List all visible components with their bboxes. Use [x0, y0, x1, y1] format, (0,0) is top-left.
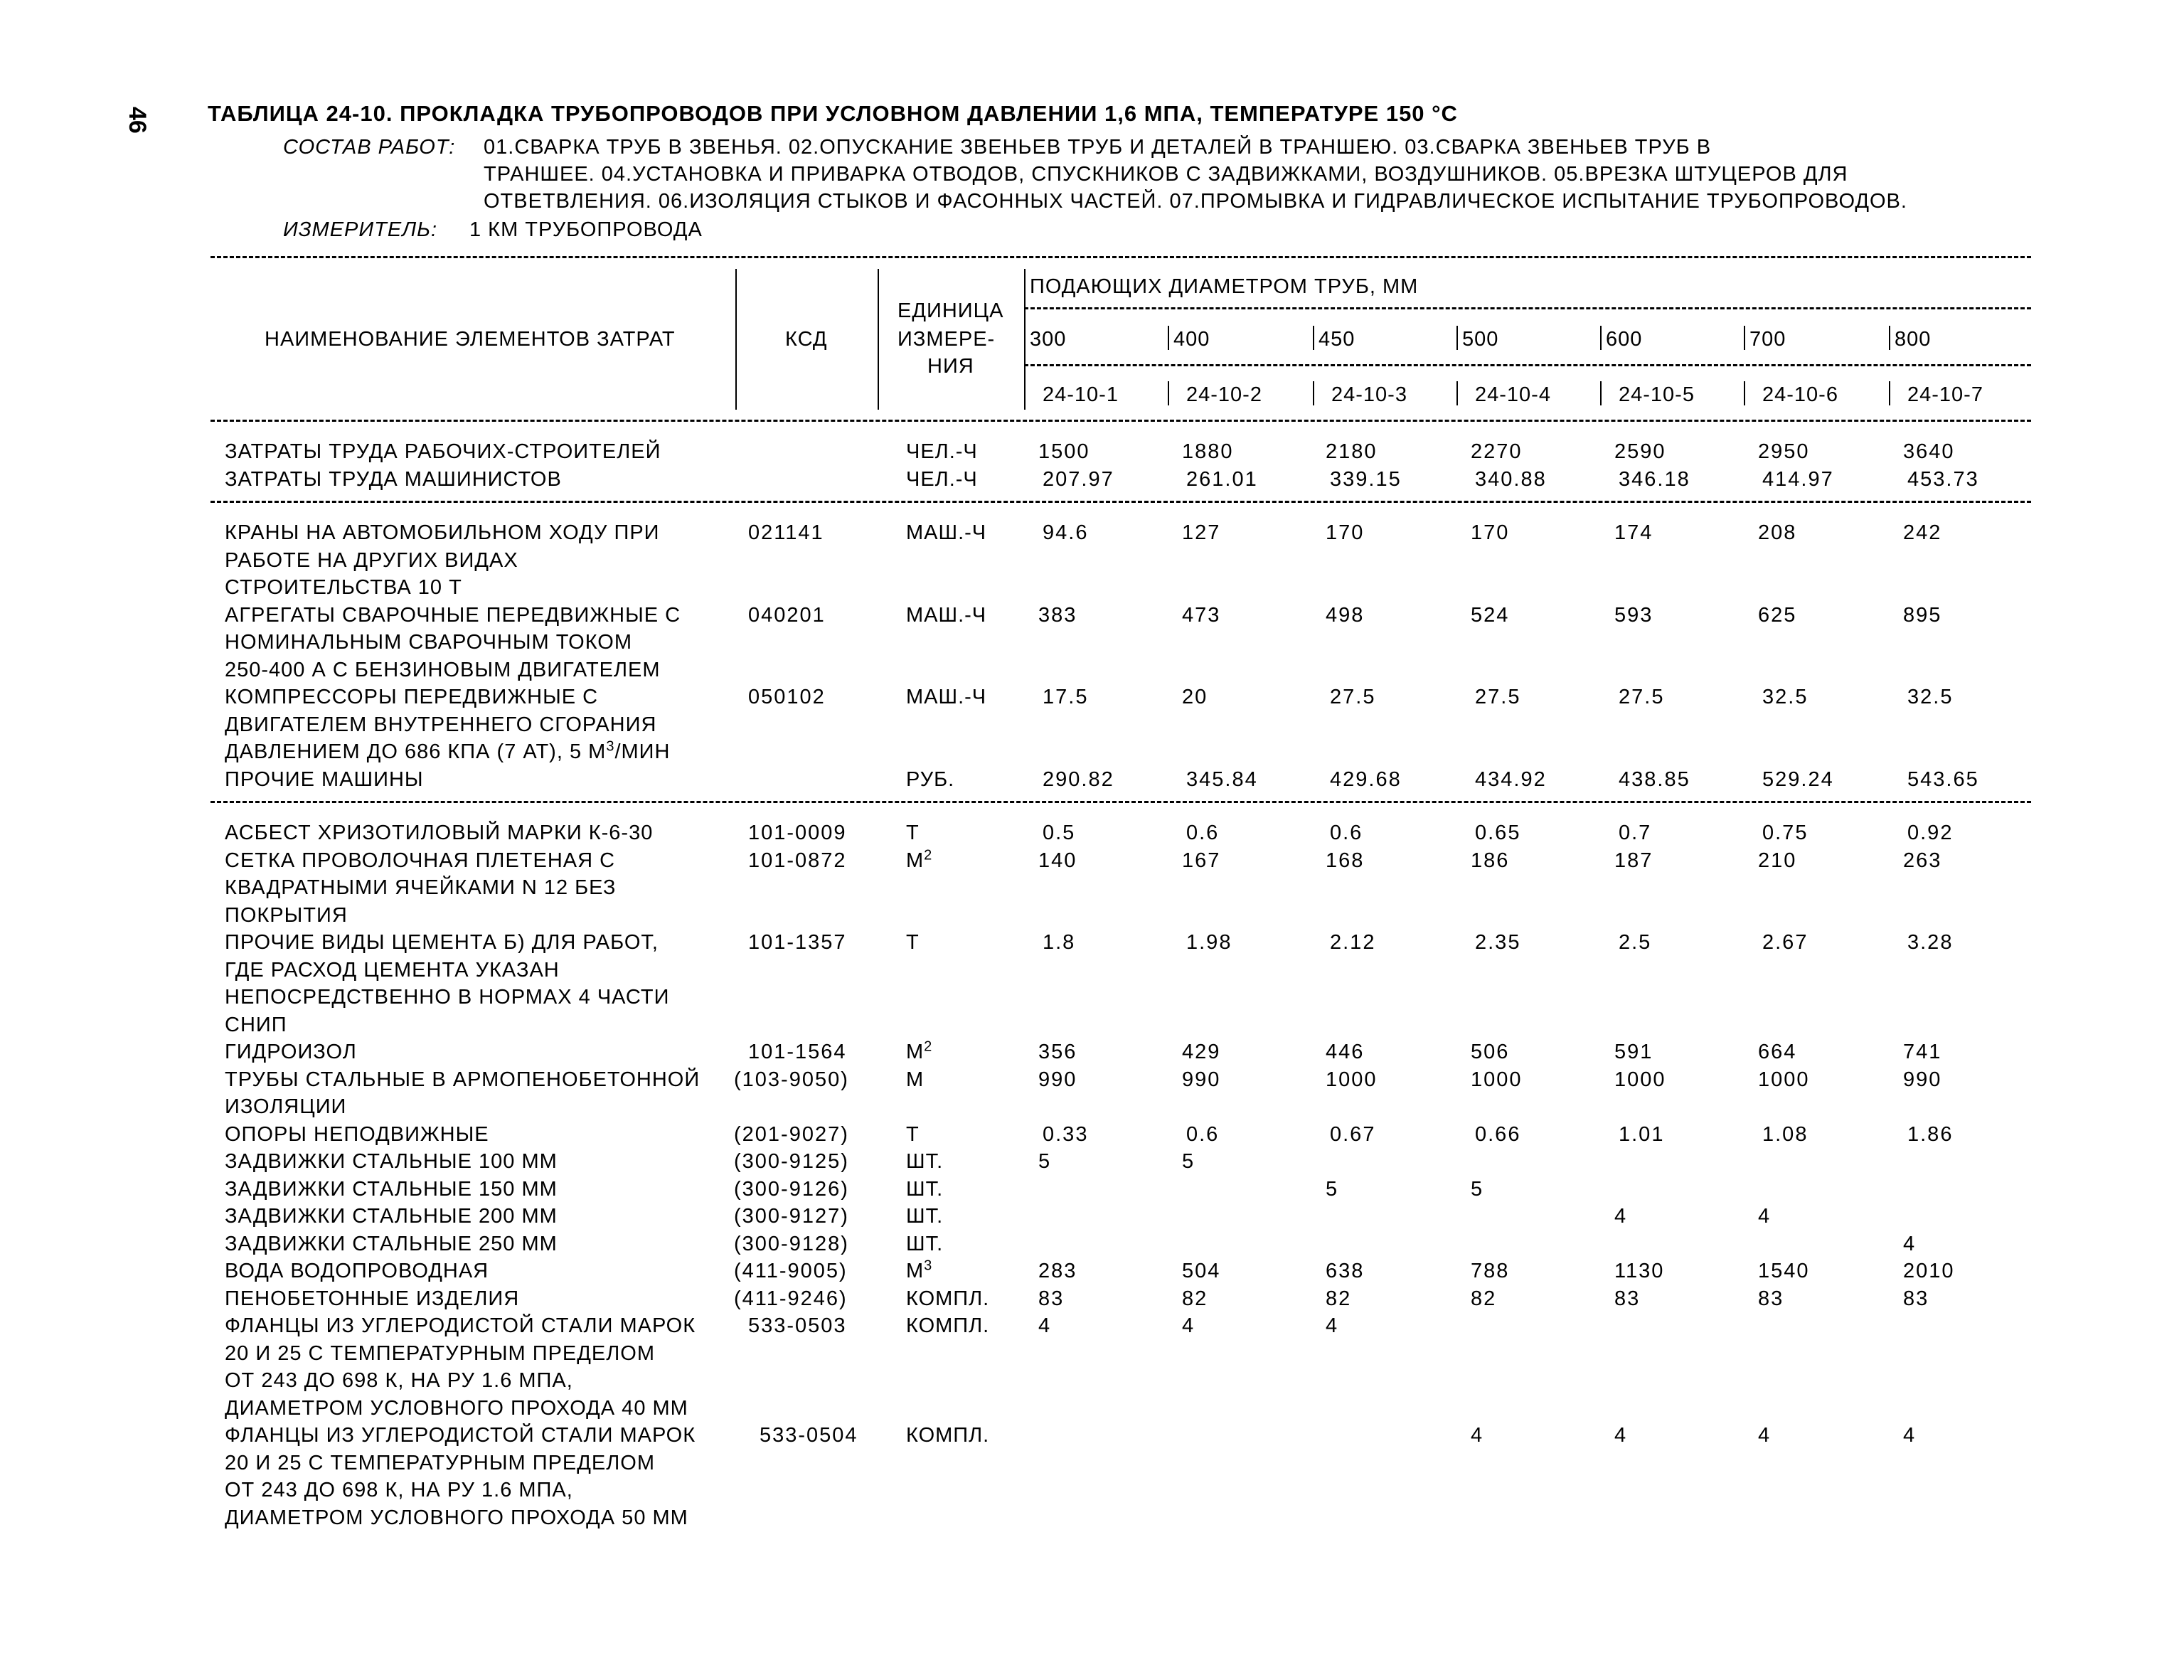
materials-value: 167: [1182, 849, 1221, 872]
machines-name-line: НОМИНАЛЬНЫМ СВАРОЧНЫМ ТОКОМ: [225, 631, 633, 654]
materials-name-line: ТРУБЫ СТАЛЬНЫЕ В АРМОПЕНОБЕТОННОЙ: [225, 1068, 701, 1091]
materials-name-line: ДИАМЕТРОМ УСЛОВНОГО ПРОХОДА 40 ММ: [225, 1396, 688, 1420]
materials-code: 101-1564: [748, 1041, 847, 1063]
materials-value: 788: [1471, 1260, 1510, 1282]
column-code: 24-10-5: [1619, 383, 1695, 406]
machines-value: 438.85: [1619, 767, 1690, 791]
materials-value: 83: [1614, 1287, 1641, 1310]
diameter-300: 300: [1030, 328, 1067, 351]
work-line-1: 01.СВАРКА ТРУБ В ЗВЕНЬЯ. 02.ОПУСКАНИЕ ЗВЕНЬЕВ ТРУБ И ДЕТАЛЕЙ В ТРАНШЕЮ. 03.СВАРКА ЗВЕНЬЕВ ТРУБ В: [484, 136, 1712, 159]
materials-name-line: КВАДРАТНЫМИ ЯЧЕЙКАМИ N 12 БЕЗ: [225, 876, 617, 899]
materials-value: 0.6: [1186, 1122, 1220, 1146]
column-code: 24-10-4: [1475, 383, 1551, 406]
materials-name-line: ПЕНОБЕТОННЫЕ ИЗДЕЛИЯ: [225, 1287, 520, 1310]
materials-value: 263: [1903, 849, 1942, 872]
materials-name-line: ГДЕ РАСХОД ЦЕМЕНТА УКАЗАН: [225, 958, 560, 982]
materials-name-line: СНИП: [225, 1013, 287, 1036]
machines-value: 290.82: [1043, 767, 1114, 791]
code-divider: [1600, 381, 1602, 405]
materials-name-line: СЕТКА ПРОВОЛОЧНАЯ ПЛЕТЕНАЯ С: [225, 849, 616, 872]
machines-unit: МАШ.-Ч: [906, 603, 987, 627]
materials-value: 83: [1038, 1287, 1065, 1310]
materials-unit: Т: [906, 1122, 920, 1146]
materials-unit: КОМПЛ.: [906, 1424, 990, 1447]
materials-name-line: ОТ 243 ДО 698 К, НА РУ 1.6 МПА,: [225, 1479, 573, 1501]
column-code: 24-10-1: [1043, 383, 1119, 406]
materials-value: 4: [1903, 1232, 1917, 1255]
materials-value: 5: [1182, 1150, 1195, 1173]
materials-code: 533-0503: [748, 1314, 847, 1337]
machines-unit: РУБ.: [906, 767, 955, 791]
materials-value: 1.86: [1907, 1122, 1954, 1146]
diameter-divider: [1456, 326, 1458, 350]
materials-code: (300-9125): [734, 1150, 849, 1173]
materials-value: 506: [1471, 1041, 1510, 1063]
materials-unit: Т: [906, 931, 920, 954]
labor-value: 2950: [1758, 440, 1810, 463]
materials-value: 283: [1038, 1260, 1077, 1282]
labor-value: 1500: [1038, 440, 1090, 463]
machines-name-line: КОМПРЕССОРЫ ПЕРЕДВИЖНЫЕ С: [225, 686, 599, 708]
materials-name-line: ПОКРЫТИЯ: [225, 903, 348, 927]
machines-value: 17.5: [1043, 686, 1089, 708]
materials-value: 0.5: [1043, 822, 1076, 844]
work-label: СОСТАВ РАБОТ:: [283, 136, 456, 159]
machines-value: 895: [1903, 603, 1942, 627]
labor-value: 2180: [1326, 440, 1378, 463]
column-code: 24-10-7: [1907, 383, 1983, 406]
machines-unit: МАШ.-Ч: [906, 686, 987, 708]
materials-unit: ШТ.: [906, 1177, 944, 1201]
diameter-800: 800: [1895, 328, 1932, 351]
labor-value: 2590: [1614, 440, 1666, 463]
materials-name-line: ОТ 243 ДО 698 К, НА РУ 1.6 МПА,: [225, 1369, 573, 1392]
column-code: 24-10-2: [1186, 383, 1262, 406]
labor-value: 340.88: [1475, 467, 1547, 491]
measure-label: ИЗМЕРИТЕЛЬ:: [283, 218, 438, 241]
header-unit-line-2: ИЗМЕРЕ-: [897, 328, 996, 351]
materials-value: 1.01: [1619, 1122, 1665, 1146]
materials-value: 356: [1038, 1041, 1077, 1063]
materials-value: 168: [1326, 849, 1365, 872]
machines-name-line: РАБОТЕ НА ДРУГИХ ВИДАХ: [225, 548, 518, 572]
materials-code: (300-9128): [734, 1232, 849, 1255]
materials-value: 0.7: [1619, 822, 1652, 844]
labor-value: 207.97: [1043, 467, 1114, 491]
materials-value: 83: [1758, 1287, 1784, 1310]
machines-value: 529.24: [1762, 767, 1834, 791]
materials-value: 591: [1614, 1041, 1653, 1063]
measure-value: 1 КМ ТРУБОПРОВОДА: [469, 218, 703, 241]
machines-value: 625: [1758, 603, 1797, 627]
materials-value: 0.92: [1907, 822, 1954, 844]
materials-unit: Т: [906, 822, 920, 844]
machines-name-line: СТРОИТЕЛЬСТВА 10 Т: [225, 576, 462, 599]
materials-value: 2.12: [1330, 931, 1376, 954]
materials-value: 990: [1903, 1068, 1942, 1091]
machines-code: 021141: [748, 521, 824, 544]
materials-name-line: ОПОРЫ НЕПОДВИЖНЫЕ: [225, 1122, 489, 1146]
materials-unit: $М^2$: [906, 1038, 933, 1063]
header-bottom-rule: [211, 420, 2031, 422]
materials-value: 1540: [1758, 1260, 1810, 1282]
machines-value: 170: [1471, 521, 1510, 544]
materials-value: 1.8: [1043, 931, 1076, 954]
diameter-700: 700: [1749, 328, 1786, 351]
machines-unit: МАШ.-Ч: [906, 521, 987, 544]
materials-value: 5: [1326, 1177, 1339, 1201]
materials-name-line: ФЛАНЦЫ ИЗ УГЛЕРОДИСТОЙ СТАЛИ МАРОК: [225, 1314, 696, 1337]
materials-value: 4: [1614, 1424, 1628, 1447]
code-divider: [1168, 381, 1169, 405]
materials-name-line: ВОДА ВОДОПРОВОДНАЯ: [225, 1260, 489, 1282]
machines-value: 593: [1614, 603, 1653, 627]
diameter-divider: [1744, 326, 1745, 350]
materials-code: 101-0872: [748, 849, 847, 872]
diameter-divider: [1168, 326, 1169, 350]
materials-value: 187: [1614, 849, 1653, 872]
header-mid-rule-2: [1024, 364, 2031, 366]
materials-name-line: ПРОЧИЕ ВИДЫ ЦЕМЕНТА Б) ДЛЯ РАБОТ,: [225, 931, 659, 954]
materials-value: 0.75: [1762, 822, 1809, 844]
materials-value: 3.28: [1907, 931, 1954, 954]
materials-value: 5: [1471, 1177, 1484, 1201]
machines-value: 524: [1471, 603, 1510, 627]
header-mid-rule-1: [1024, 307, 2031, 309]
materials-name-line: ЗАДВИЖКИ СТАЛЬНЫЕ 250 ММ: [225, 1232, 558, 1255]
diameter-400: 400: [1173, 328, 1210, 351]
header-name: НАИМЕНОВАНИЕ ЭЛЕМЕНТОВ ЗАТРАТ: [265, 328, 676, 351]
code-divider: [1889, 381, 1890, 405]
materials-value: 741: [1903, 1041, 1942, 1063]
machines-value: 434.92: [1475, 767, 1547, 791]
materials-value: 210: [1758, 849, 1797, 872]
materials-name-line: ЗАДВИЖКИ СТАЛЬНЫЕ 150 ММ: [225, 1177, 558, 1201]
diameter-450: 450: [1319, 328, 1355, 351]
materials-value: 4: [1326, 1314, 1339, 1337]
machines-code: 050102: [748, 686, 826, 708]
materials-name-line: ДИАМЕТРОМ УСЛОВНОГО ПРОХОДА 50 ММ: [225, 1506, 688, 1529]
materials-value: 1.98: [1186, 931, 1232, 954]
work-line-3: ОТВЕТВЛЕНИЯ. 06.ИЗОЛЯЦИЯ СТЫКОВ И ФАСОННЫХ ЧАСТЕЙ. 07.ПРОМЫВКА И ГИДРАВЛИЧЕСКОЕ ИСПЫТАНИЕ ТРУБОПРОВОДОВ.: [484, 190, 1907, 213]
materials-value: 4: [1182, 1314, 1195, 1337]
materials-value: 2010: [1903, 1260, 1955, 1282]
header-top-rule: [211, 256, 2031, 258]
materials-value: 638: [1326, 1260, 1365, 1282]
materials-unit: $М^3$: [906, 1258, 933, 1282]
materials-value: 186: [1471, 849, 1510, 872]
materials-value: 446: [1326, 1041, 1365, 1063]
table-title: ТАБЛИЦА 24-10. ПРОКЛАДКА ТРУБОПРОВОДОВ ПРИ УСЛОВНОМ ДАВЛЕНИИ 1,6 МПА, ТЕМПЕРАТУРЕ 150 °C: [208, 101, 1458, 126]
materials-value: 140: [1038, 849, 1077, 872]
materials-code: (411-9005): [734, 1260, 848, 1282]
materials-value: 0.66: [1475, 1122, 1521, 1146]
materials-value: 0.67: [1330, 1122, 1376, 1146]
header-code: КСД: [785, 328, 828, 351]
labor-value: 261.01: [1186, 467, 1258, 491]
materials-value: 990: [1038, 1068, 1077, 1091]
materials-name-line: ЗАДВИЖКИ СТАЛЬНЫЕ 100 ММ: [225, 1150, 558, 1173]
machines-name-line: КРАНЫ НА АВТОМОБИЛЬНОМ ХОДУ ПРИ: [225, 521, 660, 544]
diameter-600: 600: [1606, 328, 1643, 351]
materials-value: 2.67: [1762, 931, 1809, 954]
materials-code: 101-0009: [748, 822, 847, 844]
machines-name-line: ДАВЛЕНИЕМ ДО 686 КПА (7 АТ), 5 $М^3$/МИН: [225, 738, 671, 763]
header-unit-line-1: ЕДИНИЦА: [897, 299, 1004, 322]
materials-code: (300-9127): [734, 1205, 849, 1228]
materials-name-line: 20 И 25 С ТЕМПЕРАТУРНЫМ ПРЕДЕЛОМ: [225, 1451, 655, 1474]
machines-value: 170: [1326, 521, 1365, 544]
materials-name-line: ИЗОЛЯЦИИ: [225, 1095, 347, 1118]
materials-name-line: НЕПОСРЕДСТВЕННО В НОРМАХ 4 ЧАСТИ: [225, 986, 670, 1009]
machines-code: 040201: [748, 603, 826, 627]
code-divider: [1313, 381, 1314, 405]
materials-value: 0.33: [1043, 1122, 1089, 1146]
diameter-500: 500: [1462, 328, 1499, 351]
labor-value: 1880: [1182, 440, 1234, 463]
machines-value: 429.68: [1330, 767, 1402, 791]
machines-value: 473: [1182, 603, 1221, 627]
materials-value: 664: [1758, 1041, 1797, 1063]
materials-code: (411-9246): [734, 1287, 848, 1310]
code-divider: [1024, 381, 1026, 405]
diameter-divider: [1024, 326, 1026, 350]
materials-value: 82: [1471, 1287, 1497, 1310]
materials-value: 5: [1038, 1150, 1052, 1173]
machines-value: 32.5: [1907, 686, 1954, 708]
labor-unit: ЧЕЛ.-Ч: [906, 467, 978, 491]
section-rule-machines: [211, 501, 2031, 503]
machines-name-line: ПРОЧИЕ МАШИНЫ: [225, 767, 424, 791]
machines-value: 174: [1614, 521, 1653, 544]
materials-unit: М: [906, 1068, 925, 1091]
materials-value: 4: [1038, 1314, 1052, 1337]
diameter-divider: [1313, 326, 1314, 350]
machines-value: 27.5: [1330, 686, 1376, 708]
machines-value: 383: [1038, 603, 1077, 627]
diameter-divider: [1600, 326, 1602, 350]
work-line-2: ТРАНШЕЕ. 04.УСТАНОВКА И ПРИВАРКА ОТВОДОВ, СПУСКНИКОВ С ЗАДВИЖКАМИ, ВОЗДУШНИКОВ. 05.ВРЕЗКА ШТУЦЕРОВ ДЛЯ: [484, 163, 1848, 186]
materials-unit: ШТ.: [906, 1150, 944, 1173]
materials-name-line: АСБЕСТ ХРИЗОТИЛОВЫЙ МАРКИ К-6-30: [225, 822, 654, 844]
machines-value: 27.5: [1475, 686, 1521, 708]
materials-name-line: ЗАДВИЖКИ СТАЛЬНЫЕ 200 ММ: [225, 1205, 558, 1228]
materials-value: 1000: [1471, 1068, 1523, 1091]
machines-value: 94.6: [1043, 521, 1089, 544]
materials-value: 0.65: [1475, 822, 1521, 844]
materials-value: 0.6: [1186, 822, 1220, 844]
machines-value: 27.5: [1619, 686, 1665, 708]
machines-value: 345.84: [1186, 767, 1258, 791]
header-divider-code: [878, 269, 879, 410]
materials-code: (201-9027): [734, 1122, 849, 1146]
materials-value: 4: [1903, 1424, 1917, 1447]
materials-value: 1000: [1758, 1068, 1810, 1091]
materials-unit: КОМПЛ.: [906, 1287, 990, 1310]
materials-value: 83: [1903, 1287, 1929, 1310]
materials-value: 82: [1182, 1287, 1208, 1310]
materials-value: 1.08: [1762, 1122, 1809, 1146]
column-code: 24-10-3: [1331, 383, 1407, 406]
labor-value: 339.15: [1330, 467, 1402, 491]
materials-code: (103-9050): [734, 1068, 849, 1091]
diameter-divider: [1889, 326, 1890, 350]
materials-code: 101-1357: [748, 931, 847, 954]
machines-value: 543.65: [1907, 767, 1979, 791]
column-code: 24-10-6: [1762, 383, 1838, 406]
materials-value: 2.35: [1475, 931, 1521, 954]
materials-code: (300-9126): [734, 1177, 849, 1201]
materials-name-line: ФЛАНЦЫ ИЗ УГЛЕРОДИСТОЙ СТАЛИ МАРОК: [225, 1424, 696, 1447]
machines-name-line: 250-400 А С БЕНЗИНОВЫМ ДВИГАТЕЛЕМ: [225, 658, 661, 681]
materials-unit: ШТ.: [906, 1232, 944, 1255]
materials-unit: КОМПЛ.: [906, 1314, 990, 1337]
labor-unit: ЧЕЛ.-Ч: [906, 440, 978, 463]
materials-value: 4: [1471, 1424, 1484, 1447]
materials-value: 504: [1182, 1260, 1221, 1282]
labor-name-line: ЗАТРАТЫ ТРУДА МАШИНИСТОВ: [225, 467, 562, 491]
materials-value: 1000: [1326, 1068, 1378, 1091]
materials-value: 429: [1182, 1041, 1221, 1063]
labor-value: 3640: [1903, 440, 1955, 463]
machines-name-line: АГРЕГАТЫ СВАРОЧНЫЕ ПЕРЕДВИЖНЫЕ С: [225, 603, 681, 627]
header-unit-line-3: НИЯ: [927, 355, 974, 378]
machines-value: 32.5: [1762, 686, 1809, 708]
materials-value: 1000: [1614, 1068, 1666, 1091]
page-number: 46: [124, 107, 151, 134]
header-divider-name: [735, 269, 737, 410]
code-divider: [1456, 381, 1458, 405]
machines-value: 127: [1182, 521, 1221, 544]
materials-value: 4: [1614, 1205, 1628, 1228]
machines-name-line: ДВИГАТЕЛЕМ ВНУТРЕННЕГО СГОРАНИЯ: [225, 713, 657, 736]
labor-value: 2270: [1471, 440, 1523, 463]
materials-value: 4: [1758, 1424, 1772, 1447]
materials-value: 0.6: [1330, 822, 1363, 844]
labor-value: 414.97: [1762, 467, 1834, 491]
machines-value: 242: [1903, 521, 1942, 544]
header-diameter: ПОДАЮЩИХ ДИАМЕТРОМ ТРУБ, ММ: [1030, 275, 1419, 298]
section-rule-materials: [211, 801, 2031, 803]
materials-name-line: 20 И 25 С ТЕМПЕРАТУРНЫМ ПРЕДЕЛОМ: [225, 1341, 655, 1365]
labor-value: 346.18: [1619, 467, 1690, 491]
materials-value: 990: [1182, 1068, 1221, 1091]
materials-code: 533-0504: [760, 1424, 858, 1447]
materials-value: 4: [1758, 1205, 1772, 1228]
materials-name-line: ГИДРОИЗОЛ: [225, 1041, 357, 1063]
labor-name-line: ЗАТРАТЫ ТРУДА РАБОЧИХ-СТРОИТЕЛЕЙ: [225, 440, 661, 463]
materials-unit: ШТ.: [906, 1205, 944, 1228]
materials-unit: $М^2$: [906, 846, 933, 872]
materials-value: 1130: [1614, 1260, 1665, 1282]
machines-value: 208: [1758, 521, 1797, 544]
materials-value: 2.5: [1619, 931, 1652, 954]
code-divider: [1744, 381, 1745, 405]
machines-value: 498: [1326, 603, 1365, 627]
machines-value: 20: [1182, 686, 1208, 708]
labor-value: 453.73: [1907, 467, 1979, 491]
materials-value: 82: [1326, 1287, 1352, 1310]
